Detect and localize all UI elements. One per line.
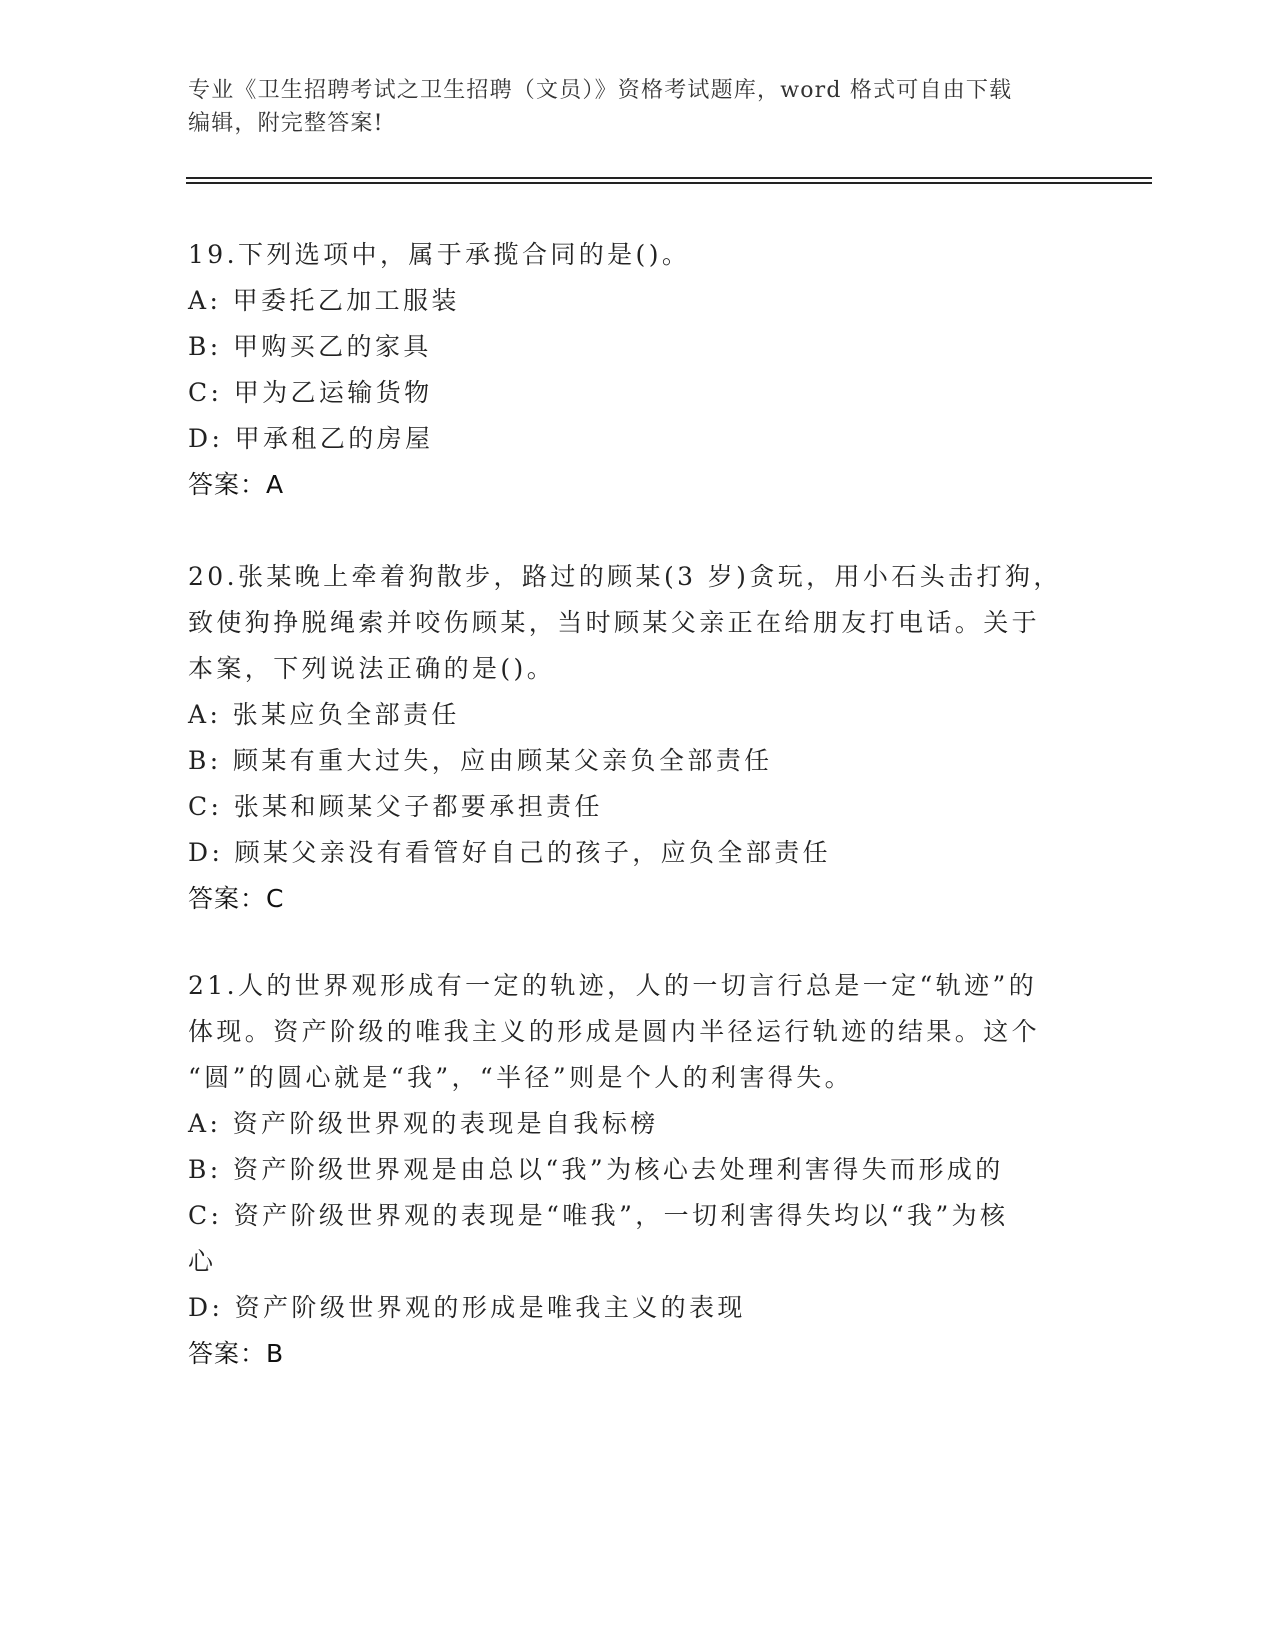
question-stem-line-3: “圆”的圆心就是“我”，“半径”则是个人的利害得失。 (188, 1063, 854, 1092)
option-c-line-2: 心 (188, 1247, 217, 1276)
header-line-2: 编辑，附完整答案! (188, 111, 384, 136)
option-c: C: 张某和顾某父子都要承担责任 (188, 792, 603, 821)
question-stem-line-2: 致使狗挣脱绳索并咬伤顾某，当时顾某父亲正在给朋友打电话。关于 (188, 608, 1041, 637)
answer-label: 答案：A (188, 470, 285, 499)
answer-label: 答案：C (188, 884, 285, 913)
question-stem-line-3: 本案，下列说法正确的是()。 (188, 654, 556, 683)
question-stem-line-1: 20.张某晚上牵着狗散步，路过的顾某(3 岁)贪玩，用小石头击打狗， (188, 562, 1062, 591)
header-divider-top (186, 177, 1152, 179)
option-d: D: 顾某父亲没有看管好自己的孩子，应负全部责任 (188, 838, 832, 867)
option-d: D: 甲承租乙的房屋 (188, 424, 434, 453)
header-divider-bottom (186, 182, 1152, 184)
option-d: D: 资产阶级世界观的形成是唯我主义的表现 (188, 1293, 746, 1322)
option-c: C: 甲为乙运输货物 (188, 378, 433, 407)
option-a: A: 甲委托乙加工服装 (188, 286, 460, 315)
question-21 (188, 963, 1088, 1377)
option-b: B: 甲购买乙的家具 (188, 332, 432, 361)
question-19 (188, 232, 1088, 508)
option-a: A: 资产阶级世界观的表现是自我标榜 (188, 1109, 659, 1138)
header-line-1: 专业《卫生招聘考试之卫生招聘（文员）》资格考试题库，word 格式可自由下载 (188, 78, 1013, 103)
option-a: A: 张某应负全部责任 (188, 700, 460, 729)
option-b: B: 资产阶级世界观是由总以“我”为核心去处理利害得失而形成的 (188, 1155, 1004, 1184)
question-20 (188, 554, 1088, 922)
document-header (188, 74, 1088, 140)
option-c-line-1: C: 资产阶级世界观的表现是“唯我”，一切利害得失均以“我”为核 (188, 1201, 1009, 1230)
question-stem: 19.下列选项中，属于承揽合同的是()。 (188, 240, 691, 269)
question-stem-line-2: 体现。资产阶级的唯我主义的形成是圆内半径运行轨迹的结果。这个 (188, 1017, 1041, 1046)
question-stem-line-1: 21.人的世界观形成有一定的轨迹，人的一切言行总是一定“轨迹”的 (188, 971, 1038, 1000)
option-b: B: 顾某有重大过失，应由顾某父亲负全部责任 (188, 746, 773, 775)
answer-label: 答案：B (188, 1339, 285, 1368)
